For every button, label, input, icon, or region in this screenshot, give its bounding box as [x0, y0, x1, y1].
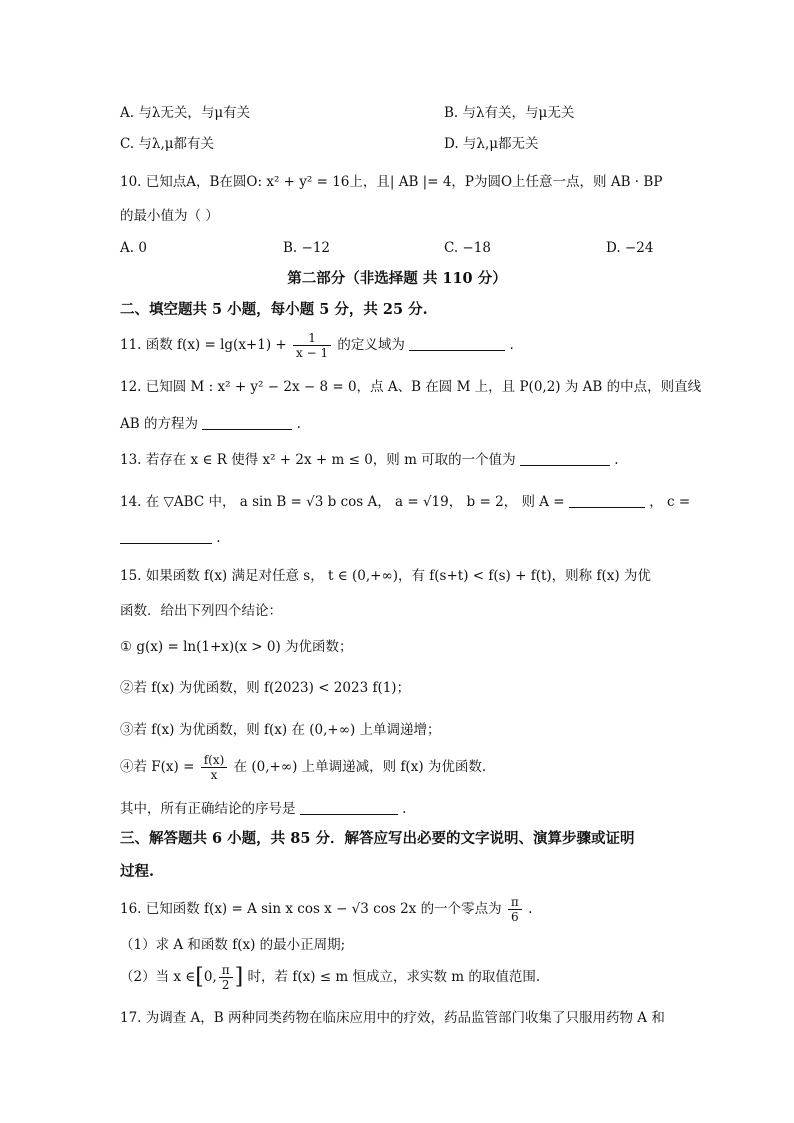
q15-line1: 15. 如果函数 f(x) 满足对任意 s， t ∈ (0,+∞)，有 f(s+t) < f(s) + f(t)，则称 f(x) 为优 — [120, 568, 651, 584]
q9-option-b: B. 与λ有关，与μ无关 — [444, 105, 575, 121]
q15-c4-pre: ④若 F(x) = — [120, 759, 195, 775]
q11-end: . — [509, 337, 514, 353]
q10-option-b: B. −12 — [283, 240, 330, 256]
q11-pre: 11. 函数 f(x) = lg(x+1) + — [120, 337, 287, 353]
q16-p2-int-left: 0, — [203, 969, 217, 985]
q15-conclusion-2: ②若 f(x) 为优函数，则 f(2023) < 2023 f(1)； — [120, 680, 411, 696]
q9-option-a: A. 与λ无关，与μ有关 — [120, 105, 251, 121]
section2-heading: 二、填空题共 5 小题，每小题 5 分，共 25 分. — [120, 301, 428, 318]
part2-title: 第二部分（非选择题 共 110 分） — [287, 270, 507, 287]
q14-text: 14. 在 ▽ABC 中， a sin B = √3 b cos A， a = √19， b = 2， 则 A = — [120, 494, 565, 510]
q12-line2 — [120, 414, 684, 434]
q15-conclusion-4 — [120, 752, 684, 782]
q16-den: 6 — [511, 910, 519, 924]
q15-ask-text: 其中，所有正确结论的序号是 — [120, 801, 296, 817]
q13-answer-blank[interactable] — [520, 451, 610, 466]
q15-conclusion-1: ① g(x) = ln(1+x)(x > 0) 为优函数； — [120, 639, 353, 655]
q10-option-a: A. 0 — [120, 240, 147, 256]
q14 — [120, 492, 691, 512]
q10-stem: 10. 已知点A，B在圆O: x² + y² = 16上，且| AB |= 4，P为圆O上任意一点，则 AB · BP — [120, 174, 663, 190]
section3-heading-line1: 三、解答题共 6 小题，共 85 分．解答应写出必要的文字说明、演算步骤或证明 — [120, 830, 635, 847]
q13-text: 13. 若存在 x ∈ R 使得 x² + 2x + m ≤ 0，则 m 可取的一个值为 — [120, 452, 516, 468]
q16-stem — [120, 894, 684, 924]
q16-num: π — [508, 895, 522, 910]
q14-answer-a-blank[interactable] — [569, 493, 645, 508]
q16-p2-post: 时，若 f(x) ≤ m 恒成立，求实数 m 的取值范围. — [247, 969, 541, 985]
q15-conclusion-3: ③若 f(x) 为优函数，则 f(x) 在 (0,+∞) 上单调递增； — [120, 722, 441, 738]
q16-p2-fraction — [219, 963, 233, 992]
q15-c4-num: f(x) — [201, 753, 228, 768]
q15-ask — [120, 799, 684, 819]
q9-option-d: D. 与λ,μ都无关 — [444, 136, 539, 152]
q10-option-d: D. −24 — [606, 240, 654, 256]
q16-fraction — [508, 895, 522, 924]
q14-end: . — [216, 530, 221, 546]
q16-pre: 16. 已知函数 f(x) = A sin x cos x − √3 cos 2x 的一个零点为 — [120, 901, 502, 917]
q15-line2: 函数．给出下列四个结论： — [120, 603, 282, 619]
q15-c4-post: 在 (0,+∞) 上单调递减，则 f(x) 为优函数. — [233, 759, 487, 775]
q10-stem-cont: 的最小值为（ ） — [120, 208, 219, 224]
q15-answer-blank[interactable] — [300, 800, 398, 815]
q11-fraction — [293, 331, 331, 360]
q15-c4-den: x — [210, 768, 218, 782]
q9-option-c: C. 与λ,μ都有关 — [120, 136, 215, 152]
q14-mid: ， c = — [649, 494, 691, 510]
q16-p2-num: π — [219, 963, 233, 978]
q11-post: 的定义域为 — [337, 337, 405, 353]
q16-end: . — [528, 901, 533, 917]
q16-part1: （1）求 A 和函数 f(x) 的最小正周期; — [120, 937, 346, 953]
q11-fraction-num: 1 — [293, 331, 331, 346]
q14-answer-c-blank[interactable] — [120, 529, 212, 544]
q11-fraction-den: x − 1 — [296, 346, 329, 360]
q16-right-bracket: ] — [234, 964, 244, 990]
q13 — [120, 450, 684, 470]
q14-cont — [120, 528, 684, 548]
q10-option-c: C. −18 — [444, 240, 491, 256]
q11 — [120, 330, 684, 360]
q17-stem: 17. 为调查 A，B 两种同类药物在临床应用中的疗效，药品监管部门收集了只服用药物 A 和 — [120, 1010, 665, 1026]
q11-answer-blank[interactable] — [409, 336, 505, 351]
q15-c4-fraction — [201, 753, 228, 782]
q13-end: . — [614, 452, 619, 468]
q12-line1: 12. 已知圆 M : x² + y² − 2x − 8 = 0，点 A、B 在圆 M 上，且 P(0,2) 为 AB 的中点，则直线 — [120, 379, 702, 395]
q16-p2-pre: （2）当 x ∈ — [120, 969, 196, 985]
q12-line2-text: AB 的方程为 — [120, 416, 198, 432]
q12-end: . — [296, 416, 301, 432]
q12-answer-blank[interactable] — [202, 415, 292, 430]
q16-part2 — [120, 962, 684, 993]
q15-end: . — [402, 801, 407, 817]
q16-left-bracket: [ — [195, 964, 204, 990]
section3-heading-line2: 过程. — [120, 863, 155, 880]
q16-p2-den: 2 — [221, 978, 230, 992]
